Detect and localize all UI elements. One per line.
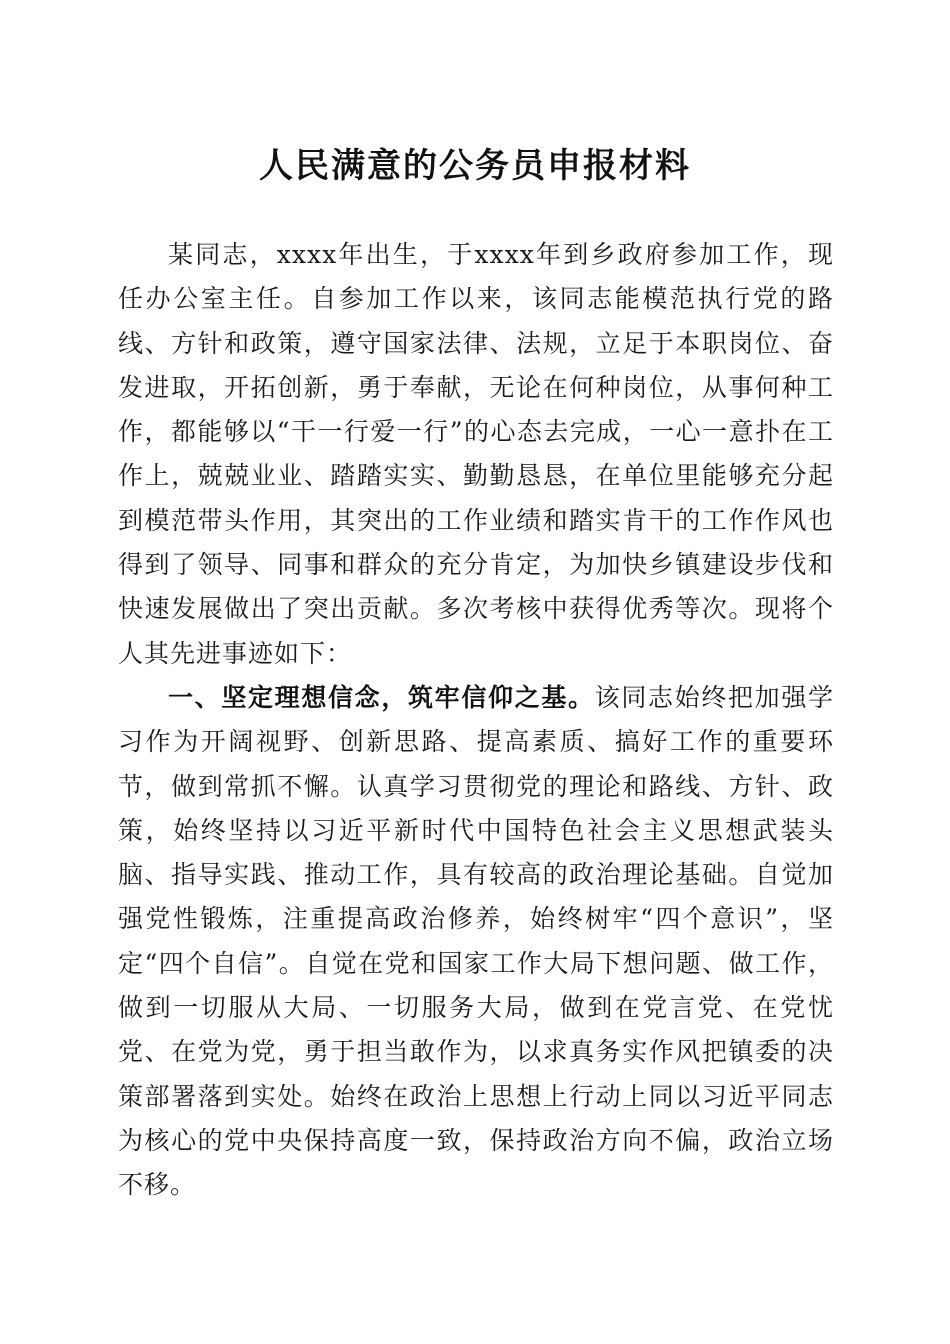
section-one-text: 该同志始终把加强学习作为开阔视野、创新思路、提高素质、搞好工作的重要环节，做到常抓不懈。认真学习贯彻党的理论和路线、方针、政策，始终坚持以习近平新时代中国特色社会主义思想武装头脑、指导实践、推动工作，具有较高的政治理论基础。自觉加强党性锻炼，注重提高政治修养，始终树牢“四个意识”，坚定“四个自信”。自觉在党和国家工作大局下想问题、做工作，做到一切服从大局、一切服务大局，做到在党言党、在党忧党、在党为党，勇于担当敢作为，以求真务实作风把镇委的决策部署落到实处。始终在政治上思想上行动上同以习近平同志为核心的党中央保持高度一致，保持政治方向不偏，政治立场不移。 — [118, 682, 834, 1200]
document-title: 人民满意的公务员申报材料 — [259, 146, 691, 186]
document-body — [118, 233, 834, 1208]
section-one-paragraph — [118, 676, 834, 1208]
intro-paragraph-text: 某同志，xxxx年出生，于xxxx年到乡政府参加工作，现任办公室主任。自参加工作以来，该同志能模范执行党的路线、方针和政策，遵守国家法律、法规，立足于本职岗位、奋发进取，开拓创新，勇于奉献，无论在何种岗位，从事何种工作，都能够以“干一行爱一行”的心态去完成，一心一意扑在工作上，兢兢业业、踏踏实实、勤勤恳恳，在单位里能够充分起到模范带头作用，其突出的工作业绩和踏实肯干的工作作风也得到了领导、同事和群众的充分肯定，为加快乡镇建设步伐和快速发展做出了突出贡献。多次考核中获得优秀等次。现将个人其先进事迹如下： — [118, 240, 834, 668]
section-one-heading: 一、坚定理想信念，筑牢信仰之基。 — [168, 682, 595, 712]
intro-paragraph — [118, 233, 834, 676]
